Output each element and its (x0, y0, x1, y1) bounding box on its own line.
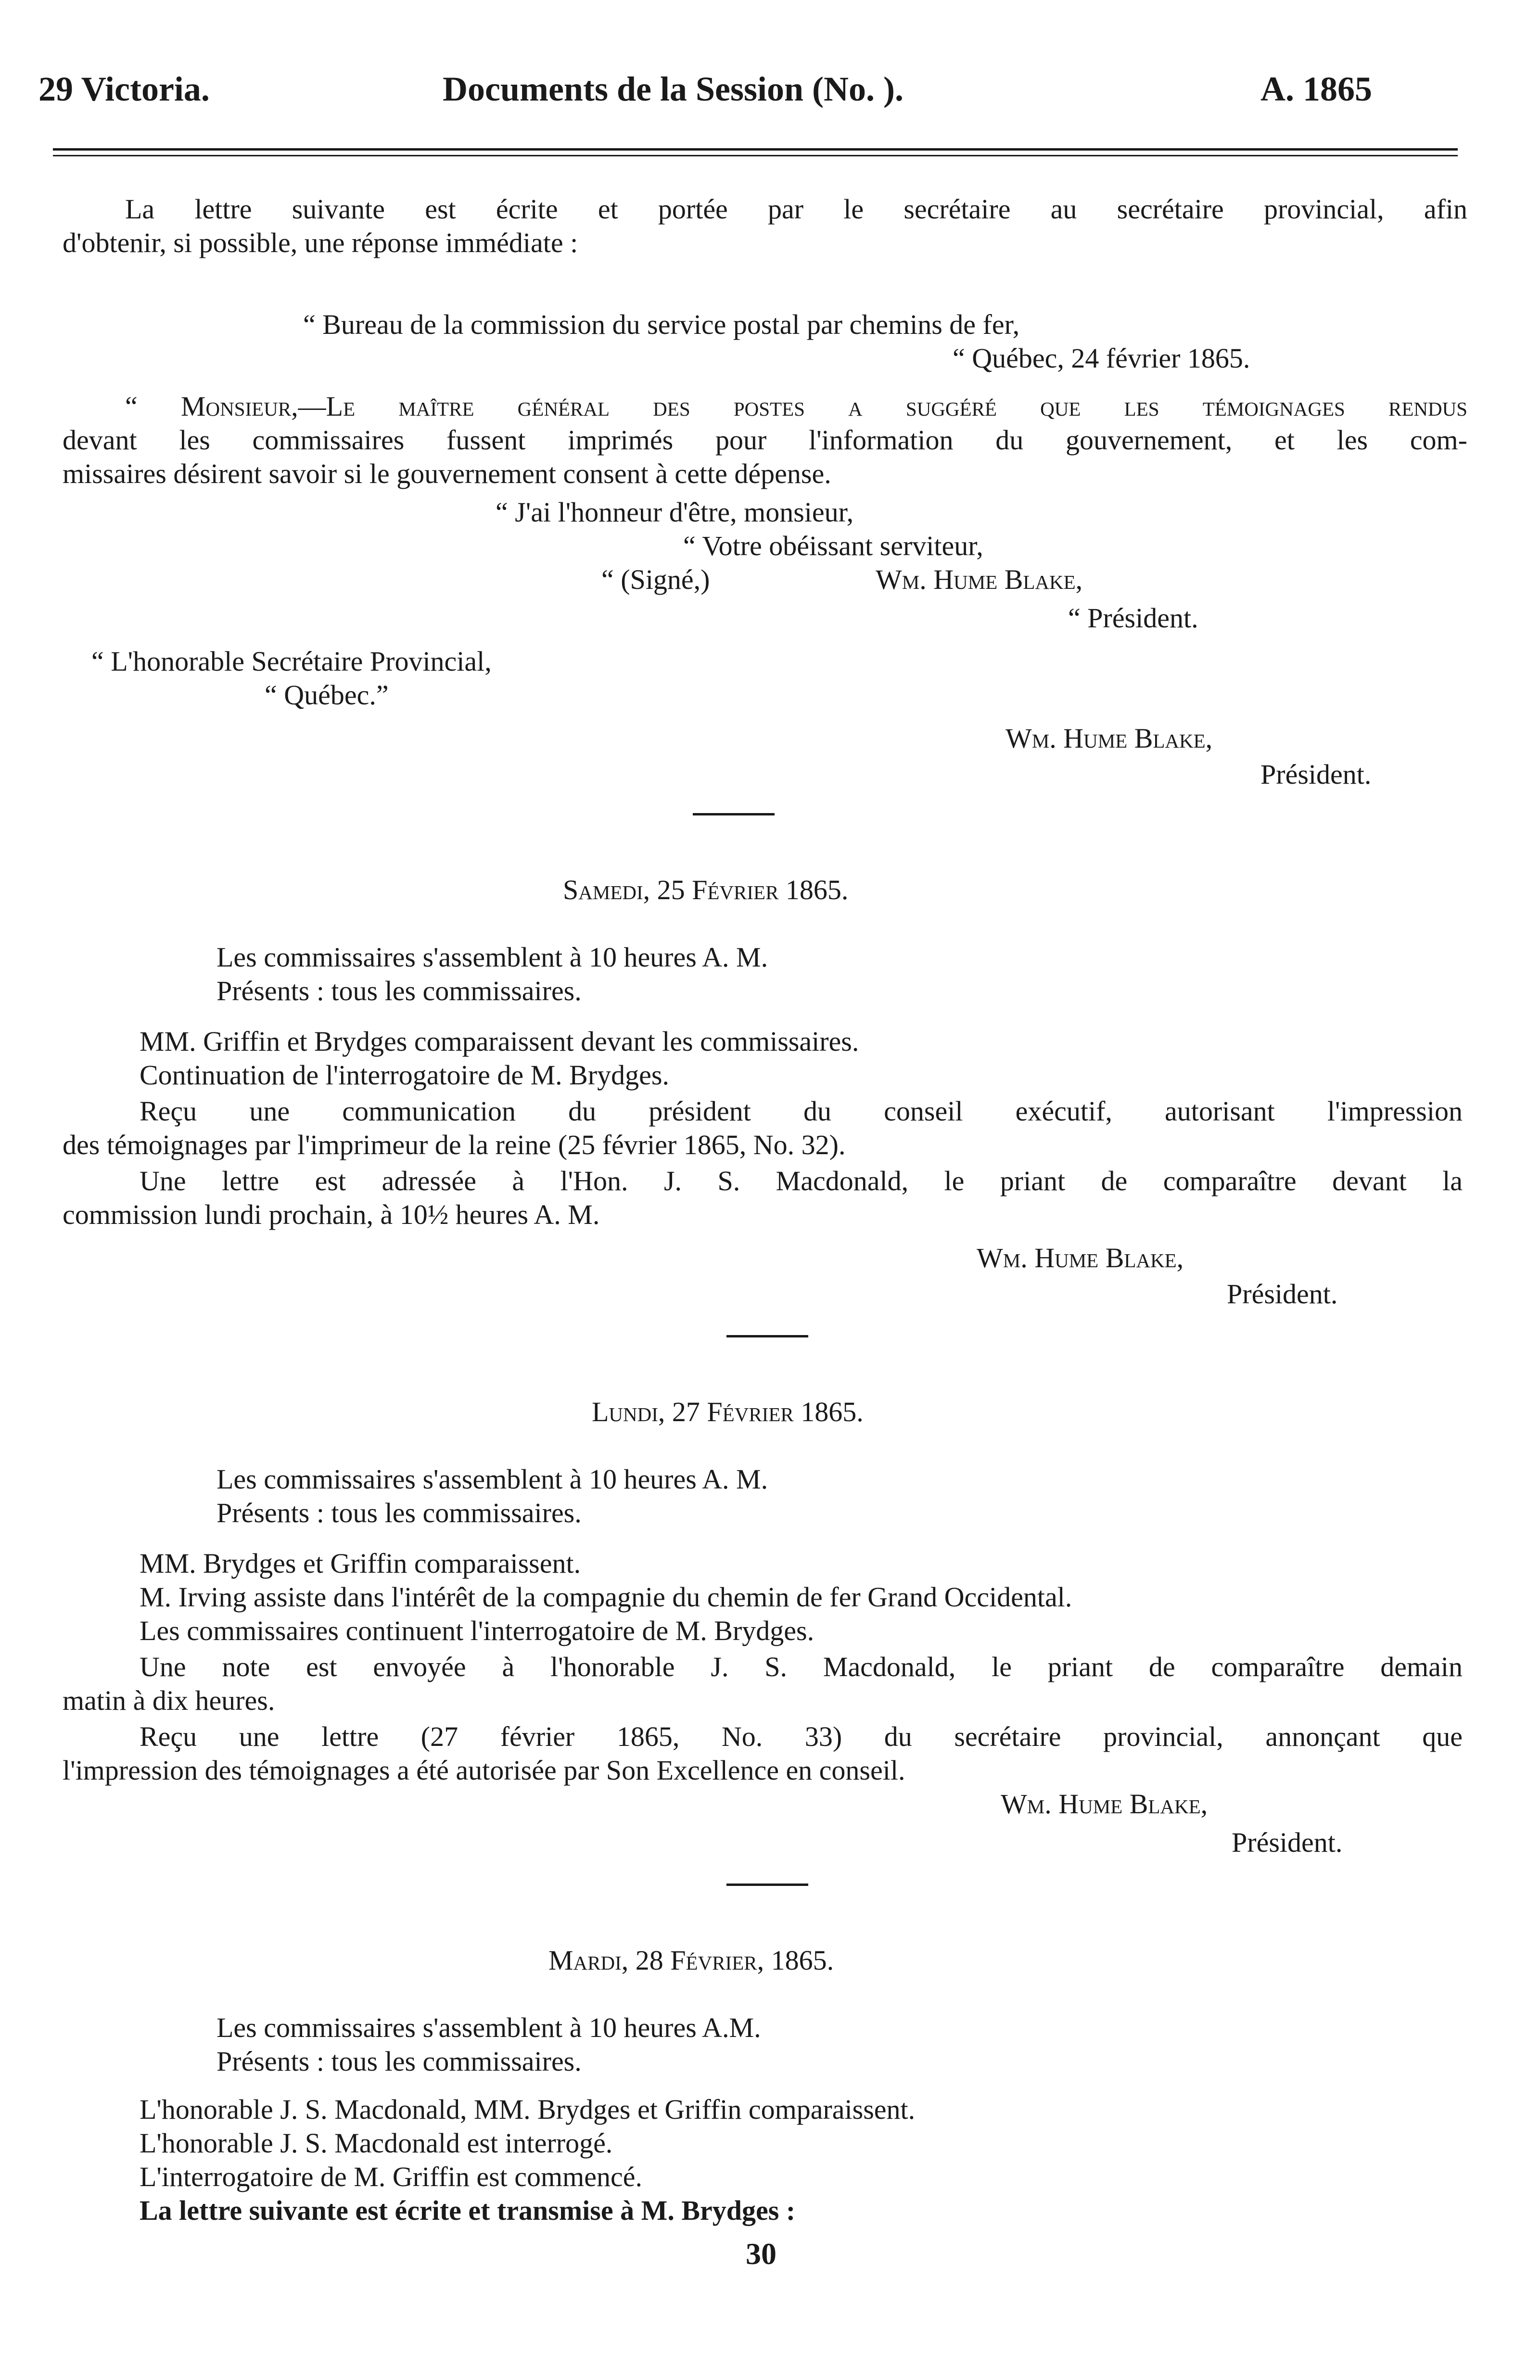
letter-body-3: missaires désirent savoir si le gouvernement consent à cette dépense. (63, 458, 831, 489)
signature-title: Président. (1232, 1827, 1343, 1858)
letter-closing-2: “ Votre obéissant serviteur, (683, 530, 983, 561)
letter-signed-title: “ Président. (1068, 602, 1198, 634)
letter-addressee-2: “ Québec.” (265, 679, 389, 711)
separator (693, 813, 775, 815)
day-heading-monday: Lundi, 27 Février 1865. (592, 1396, 864, 1427)
signature-title: Président. (1227, 1278, 1338, 1310)
minutes-line: La lettre suivante est écrite et transmise à M. Brydges : (140, 2195, 796, 2226)
minutes-line: des témoignages par l'imprimeur de la reine (25 février 1865, No. 32). (63, 1129, 846, 1160)
header-rule-top (53, 148, 1458, 151)
intro-line-2: d'obtenir, si possible, une réponse immédiate : (63, 227, 578, 258)
minutes-line: Présents : tous les commissaires. (216, 1497, 582, 1528)
minutes-line: L'honorable J. S. Macdonald est interrogé. (140, 2127, 613, 2159)
minutes-line: Présents : tous les commissaires. (216, 975, 582, 1006)
signature-name: Wm. Hume Blake, (1001, 1788, 1208, 1820)
separator (726, 1884, 808, 1886)
intro-line-1: La lettre suivante est écrite et portée par le secrétaire au secrétaire provincial, afin (125, 193, 1467, 225)
minutes-line: Reçu une lettre (27 février 1865, No. 33) du secrétaire provincial, annonçant que (140, 1721, 1463, 1752)
page-number: 30 (746, 2237, 776, 2271)
minutes-line: Les commissaires s'assemblent à 10 heures A.M. (216, 2012, 761, 2043)
signature-title: Président. (1260, 759, 1372, 790)
minutes-line: Les commissaires continuent l'interrogatoire de M. Brydges. (140, 1615, 815, 1646)
minutes-line: L'interrogatoire de M. Griffin est commencé. (140, 2161, 642, 2192)
letter-addressee-1: “ L'honorable Secrétaire Provincial, (91, 646, 492, 677)
minutes-line: Reçu une communication du président du conseil exécutif, autorisant l'impression (140, 1095, 1463, 1127)
header-left: 29 Victoria. (38, 70, 210, 108)
signature-name: Wm. Hume Blake, (1005, 723, 1213, 754)
minutes-line: Les commissaires s'assemblent à 10 heures A. M. (216, 1464, 768, 1495)
minutes-line: matin à dix heures. (63, 1685, 275, 1716)
minutes-line: MM. Griffin et Brydges comparaissent devant les commissaires. (140, 1026, 859, 1057)
minutes-line: Continuation de l'interrogatoire de M. Brydges. (140, 1059, 669, 1091)
minutes-line: MM. Brydges et Griffin comparaissent. (140, 1548, 581, 1579)
header-center: Documents de la Session (No. ). (443, 70, 904, 108)
separator (726, 1335, 808, 1337)
day-heading-tuesday: Mardi, 28 Février, 1865. (548, 1945, 834, 1976)
letter-signed-label: “ (Signé,) (601, 564, 710, 595)
minutes-line: Une note est envoyée à l'honorable J. S. Macdonald, le priant de comparaître demain (140, 1651, 1463, 1682)
header-right: A. 1865 (1260, 70, 1372, 108)
minutes-line: commission lundi prochain, à 10½ heures A. M. (63, 1199, 600, 1230)
minutes-line: L'honorable J. S. Macdonald, MM. Brydges et Griffin comparaissent. (140, 2094, 916, 2125)
minutes-line: Une lettre est adressée à l'Hon. J. S. Macdonald, le priant de comparaître devant la (140, 1165, 1463, 1196)
minutes-line: l'impression des témoignages a été autorisée par Son Excellence en conseil. (63, 1755, 905, 1786)
letter-body-1: “ Monsieur,—Le maître général des postes a suggéré que les témoignages rendus (125, 391, 1467, 422)
letter-closing-1: “ J'ai l'honneur d'être, monsieur, (496, 496, 854, 528)
letter-body-2: devant les commissaires fussent imprimés pour l'information du gouvernement, et les com- (63, 424, 1467, 456)
letter-office: “ Bureau de la commission du service postal par chemins de fer, (303, 309, 1020, 340)
minutes-line: M. Irving assiste dans l'intérêt de la compagnie du chemin de fer Grand Occidental. (140, 1581, 1072, 1613)
minutes-line: Les commissaires s'assemblent à 10 heures A. M. (216, 942, 768, 973)
minutes-line: Présents : tous les commissaires. (216, 2046, 582, 2077)
letter-signed-name: Wm. Hume Blake, (876, 564, 1083, 595)
letter-place-date: “ Québec, 24 février 1865. (953, 343, 1250, 374)
day-heading-saturday: Samedi, 25 Février 1865. (563, 874, 849, 905)
signature-name: Wm. Hume Blake, (977, 1242, 1184, 1273)
header-rule-bottom (53, 155, 1458, 156)
